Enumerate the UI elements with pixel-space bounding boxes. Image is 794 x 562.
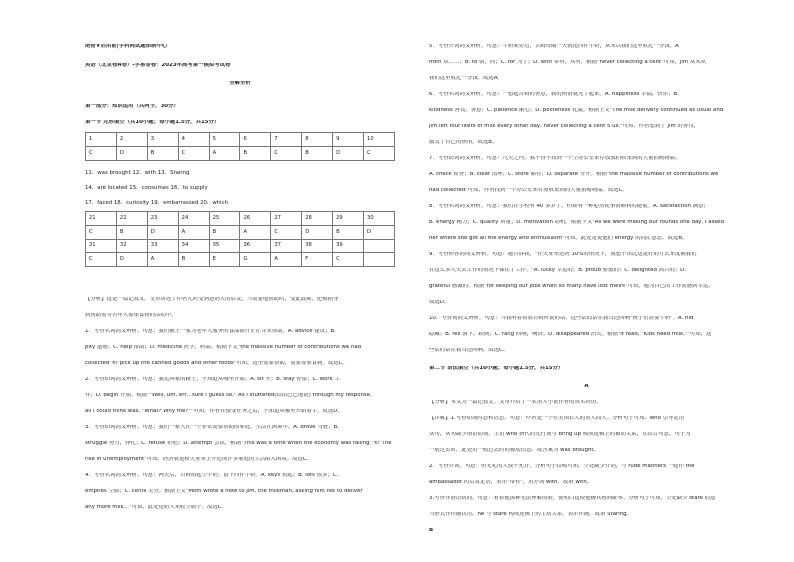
table-cell: 6	[240, 133, 271, 147]
table-cell: C	[86, 253, 117, 267]
body-line: 【分析】本文为一篇记叙文。文章介绍了一名黑人小说作者的真实经历。	[429, 400, 602, 405]
body-line: grateful 感激的。根据"for keeping our jobs when so many have lost theirs"可知，她为自己的工作而感到幸运。	[429, 284, 714, 289]
header-line-2: 英语（北京卷A卷）-学易金卷：2023年高考第一模拟考试卷	[85, 63, 231, 68]
body-line: 4．考查名词词义辨析。句意：两天后，吉姆拾起空牛奶。留下四件牛奶。A. keys 钥匙；B. lots 很多；C.	[85, 473, 339, 478]
body-line: 故选D。	[429, 300, 450, 305]
table-cell: F	[302, 253, 333, 267]
body-line: 2．考查动词词义辨析。句意：我走回家的路上，不知道从哪里开始。A. sit 坐；B. stay 停留；C. work 工	[85, 377, 340, 382]
table-cell: D	[116, 146, 147, 160]
table-cell: B	[209, 225, 240, 239]
fill-answers-line-1: 11．was brought 12．with 13．Staring	[85, 170, 190, 176]
table-cell: 7	[271, 133, 302, 147]
table-cell: 34	[178, 239, 209, 253]
body-line: all I could think was, "What? Why me?""可知，作者在接受任务之后，不知道从哪里开始着手。故选D。	[85, 409, 343, 414]
table-cell: 24	[178, 212, 209, 226]
table-cell: D	[364, 225, 395, 239]
body-line: empties 空瓶；C. cents 美分。根据上文"Mom wrote a note to Jim, the milkman, asking him not to deliver	[85, 489, 363, 494]
body-line: had collected"可知，作者找到一个办公室来存放收集到的大量捐赠物品。故选C。	[429, 188, 628, 193]
body-line: 些话的话在我耳边回响。故选C。	[429, 348, 509, 353]
fill-answers-line-3: 17．faced 18．curiosity 19．embarrassed 20．which	[85, 200, 229, 206]
body-line: any more milk…"可知，此处送奶人来收空瓶子。故选C。	[85, 505, 227, 510]
table-cell: B	[240, 146, 271, 160]
table-cell: C	[271, 146, 302, 160]
table-row	[86, 225, 395, 239]
table-cell: 21	[86, 212, 117, 226]
table-cell: B	[147, 146, 178, 160]
table-cell: 38	[302, 239, 333, 253]
body-line: 5．考查介词词义辨析。句意：牛奶架旁边，吉姆每隔一天就送四件牛奶，从未以我们这里收过一分钱。A	[429, 44, 679, 49]
table-cell: A	[178, 225, 209, 239]
body-line: 2．考查介词。句意：但无礼的大使不允许。分析句子结构可知，空处缺少介词，与 rude manners 一起作 the	[429, 464, 695, 469]
table-cell: 23	[147, 212, 178, 226]
body-line: her where she got all the energy and enthusiasm"可知，此处是说他们 energy 的词汇意思。故选B。	[429, 236, 688, 241]
body-line: 1．考查名词词义辨析。句意：我们捕上一家为老年人服务的食品银行正在寻求帮助。A. advice 建议；B.	[85, 329, 336, 334]
body-line: 6．考查名词词义辨析。句意：一想起吉姆的善意，我的热情就光了起来。A. happiness 幸福，快乐；B.	[429, 92, 679, 97]
table-cell: 3	[147, 133, 178, 147]
table-cell: C	[178, 146, 209, 160]
part1-title: 第一部分：知识运用（共两节，30分）	[85, 104, 179, 109]
body-line: rise in unemployment"可知，经济衰退和失业率上升造成许多家庭的生活陷入困境。故选C。	[85, 457, 313, 462]
table-row	[86, 133, 395, 147]
table-cell: 22	[116, 212, 147, 226]
table-cell: A	[271, 253, 302, 267]
table-cell: D	[116, 253, 147, 267]
body-line: pity 遗憾；C. help 帮助；D. medicine 医学，药品。根据下文"the massive number of contributions we had	[85, 345, 362, 350]
table-cell: C	[86, 146, 117, 160]
body-line: 到帮助需穷苦年人募集食物的活动中。	[85, 313, 177, 318]
table-cell: B	[333, 225, 364, 239]
body-line: ambassador 的后置定语，表示"带有"，用介词 with。故填 with。	[429, 480, 593, 485]
table-cell: C	[86, 225, 117, 239]
body-line: 【分析】这是一篇记叙文。文章讲述了作者儿时受到送奶人的启发，当需要他帮助时，受此鼓舞，把根据身	[85, 297, 339, 302]
table-cell: 26	[240, 212, 271, 226]
body-line: 作；D. begin 开始。根据""Well, um, err…sure I guess so." As I stuttered(结结巴巴地说) through my response,	[85, 393, 372, 398]
fill-answers-line-2: 14．are located 15．consumes 16．to supply	[85, 185, 208, 191]
body-line: 一般过去时，此处用一般过去时的被动语态。故答案为 was brought。	[429, 448, 599, 453]
table-cell: D	[302, 225, 333, 239]
body-line: 3．考查动词词义辨析。句意：我们一家人在一个非常需要帮助的家庭，生活在困境中。A. drove 驾驶；B.	[85, 425, 339, 430]
table-cell: 27	[271, 212, 302, 226]
table-row	[86, 212, 395, 226]
table-cell: G	[240, 253, 271, 267]
table-cell: C	[364, 146, 395, 160]
section2-title: 第二节 语法填空（共10小题；每小题1.5分，共15分）	[429, 366, 564, 371]
table-cell: D	[333, 146, 364, 160]
table-cell: E	[209, 253, 240, 267]
passage-label-a: A	[584, 384, 589, 389]
body-line: 在这么多人失去工作的情况下保住了工作。"A. lucky 幸运的；B. proud 骄傲的；C. delighted 高兴的；D.	[429, 268, 687, 273]
table-cell	[364, 239, 395, 253]
table-cell: A	[209, 146, 240, 160]
body-line: 当形式作伴随状语，he 与 stare 构成逻辑上的主动关系，表示伴随。故填 Staring。	[429, 512, 632, 517]
table-row	[86, 253, 395, 267]
table-cell: 4	[178, 133, 209, 147]
body-line: B. energy 精力；C. quality 质量；D. motivation 动机。根据下文"As we were making our rounds one day, I asked	[429, 220, 725, 225]
table-cell: C	[333, 253, 364, 267]
table-cell: 35	[209, 239, 240, 253]
table-cell: 2	[116, 133, 147, 147]
table-cell: 29	[333, 212, 364, 226]
body-line: 激发了自己的热情。故选B。	[429, 140, 498, 145]
body-line: 8．考查名词词义辨析。句意：我们在学校有 40 多岁了，但却有一种必然使事情顺利的能量。A. satisfaction 满意；	[429, 204, 709, 209]
table-cell: 1	[86, 133, 117, 147]
table-cell: 25	[209, 212, 240, 226]
header-line-3: 全解全析	[229, 81, 251, 86]
table-cell: 33	[147, 239, 178, 253]
table-cell: B	[178, 253, 209, 267]
body-line: collected"和"pick up the canned goods and other foods"可知，这里需要帮助，需要筹集食物。故选C。	[85, 361, 348, 366]
body-line: from 从……；B. to 朝，向；C. for 为了；D. with 带有，具有。根据"never collecting a cent"可知，Jim 从未从	[429, 60, 707, 65]
table-cell: 36	[240, 239, 271, 253]
body-line: 从句，从句缺少谓语动词，主语 who 指代的先行词与 bring up 构成逻辑上的被动关系，且结合句意，句子为	[429, 432, 691, 437]
table-cell: 10	[364, 133, 395, 147]
table-cell: D	[147, 225, 178, 239]
body-line: 3.考查非谓语动词。句意：看着他那种无法理解的脸，使明白这使他极其感到耻辱。分析句子可知，空处缺少 stare 的适	[429, 496, 716, 501]
section1-title: 第一节 完形填空（共10小题；每小题1.5分，共15分）	[85, 120, 220, 125]
table-cell: 28	[302, 212, 333, 226]
body-line: 7．考查动词词义辨析。句意：几天之内，我不得不找到一个空办公室来存放我们收集到的大量捐赠物品。	[429, 156, 681, 161]
table-cell: 5	[209, 133, 240, 147]
table-cell: B	[116, 225, 147, 239]
table-cell: A	[147, 253, 178, 267]
body-line: 10．考查词词义辨析。句意：当我听着着那吉姆所说的话，这些话的话在我耳边回响"孩子们需要牛奶"。A. hid	[429, 316, 694, 321]
body-line: 9．考查形容词词义辨析。句意：她告诉我，"在失业率达到 10%的情况下，我想不出比这更好的方式来度被我们	[429, 252, 697, 257]
table-cell: A	[240, 225, 271, 239]
header-line-1: 绝密★启用前|学科网试题命制中心	[85, 44, 168, 49]
answer-table-1	[85, 132, 395, 161]
table-row	[86, 239, 395, 253]
body-line: Jim left four liters of milk every other day, never collecting a cent 5 us."可知，作者想到了 Jim 的善良，	[429, 124, 699, 129]
table-cell: 9	[333, 133, 364, 147]
table-cell: 8	[302, 133, 333, 147]
body-line: 【详解】1.考查动词时态和语态。句意：作者是一个在美国长大的黑人商人。分析句子可知，who 引导定语	[429, 416, 685, 421]
table-cell: B	[302, 146, 333, 160]
table-cell: 31	[86, 239, 117, 253]
body-line: 我们这里收过一分钱。故选A。	[429, 76, 503, 81]
table-cell: 30	[364, 212, 395, 226]
answer-table-2	[85, 211, 395, 267]
table-cell: C	[271, 225, 302, 239]
table-cell: 37	[271, 239, 302, 253]
table-row	[86, 146, 395, 160]
body-line: A. check 检查；B. clear 清理；C. store 储存；D. separate 分开。根据"the massive number of contributions we	[429, 172, 719, 177]
body-line: kindness 善良，善意；C. patience 耐心；D. politeness 礼貌。根据上文"The milk delivery continued as usual and	[429, 108, 724, 113]
body-line: 隐藏；B. fell 落下，跌倒；C. rang 回响，响铃；D. disappeared 消失。根据"It read, "Kids need milk.""可知，这	[429, 332, 712, 337]
body-line: struggle 努力，挣扎；C. refuse 拒绝；D. attempt 尝试。根据"This was a time when the economy was failing."和"The	[85, 441, 392, 446]
table-cell: 32	[116, 239, 147, 253]
passage-label-b: B	[429, 528, 434, 533]
table-cell: 39	[333, 239, 364, 253]
table-cell	[364, 253, 395, 267]
